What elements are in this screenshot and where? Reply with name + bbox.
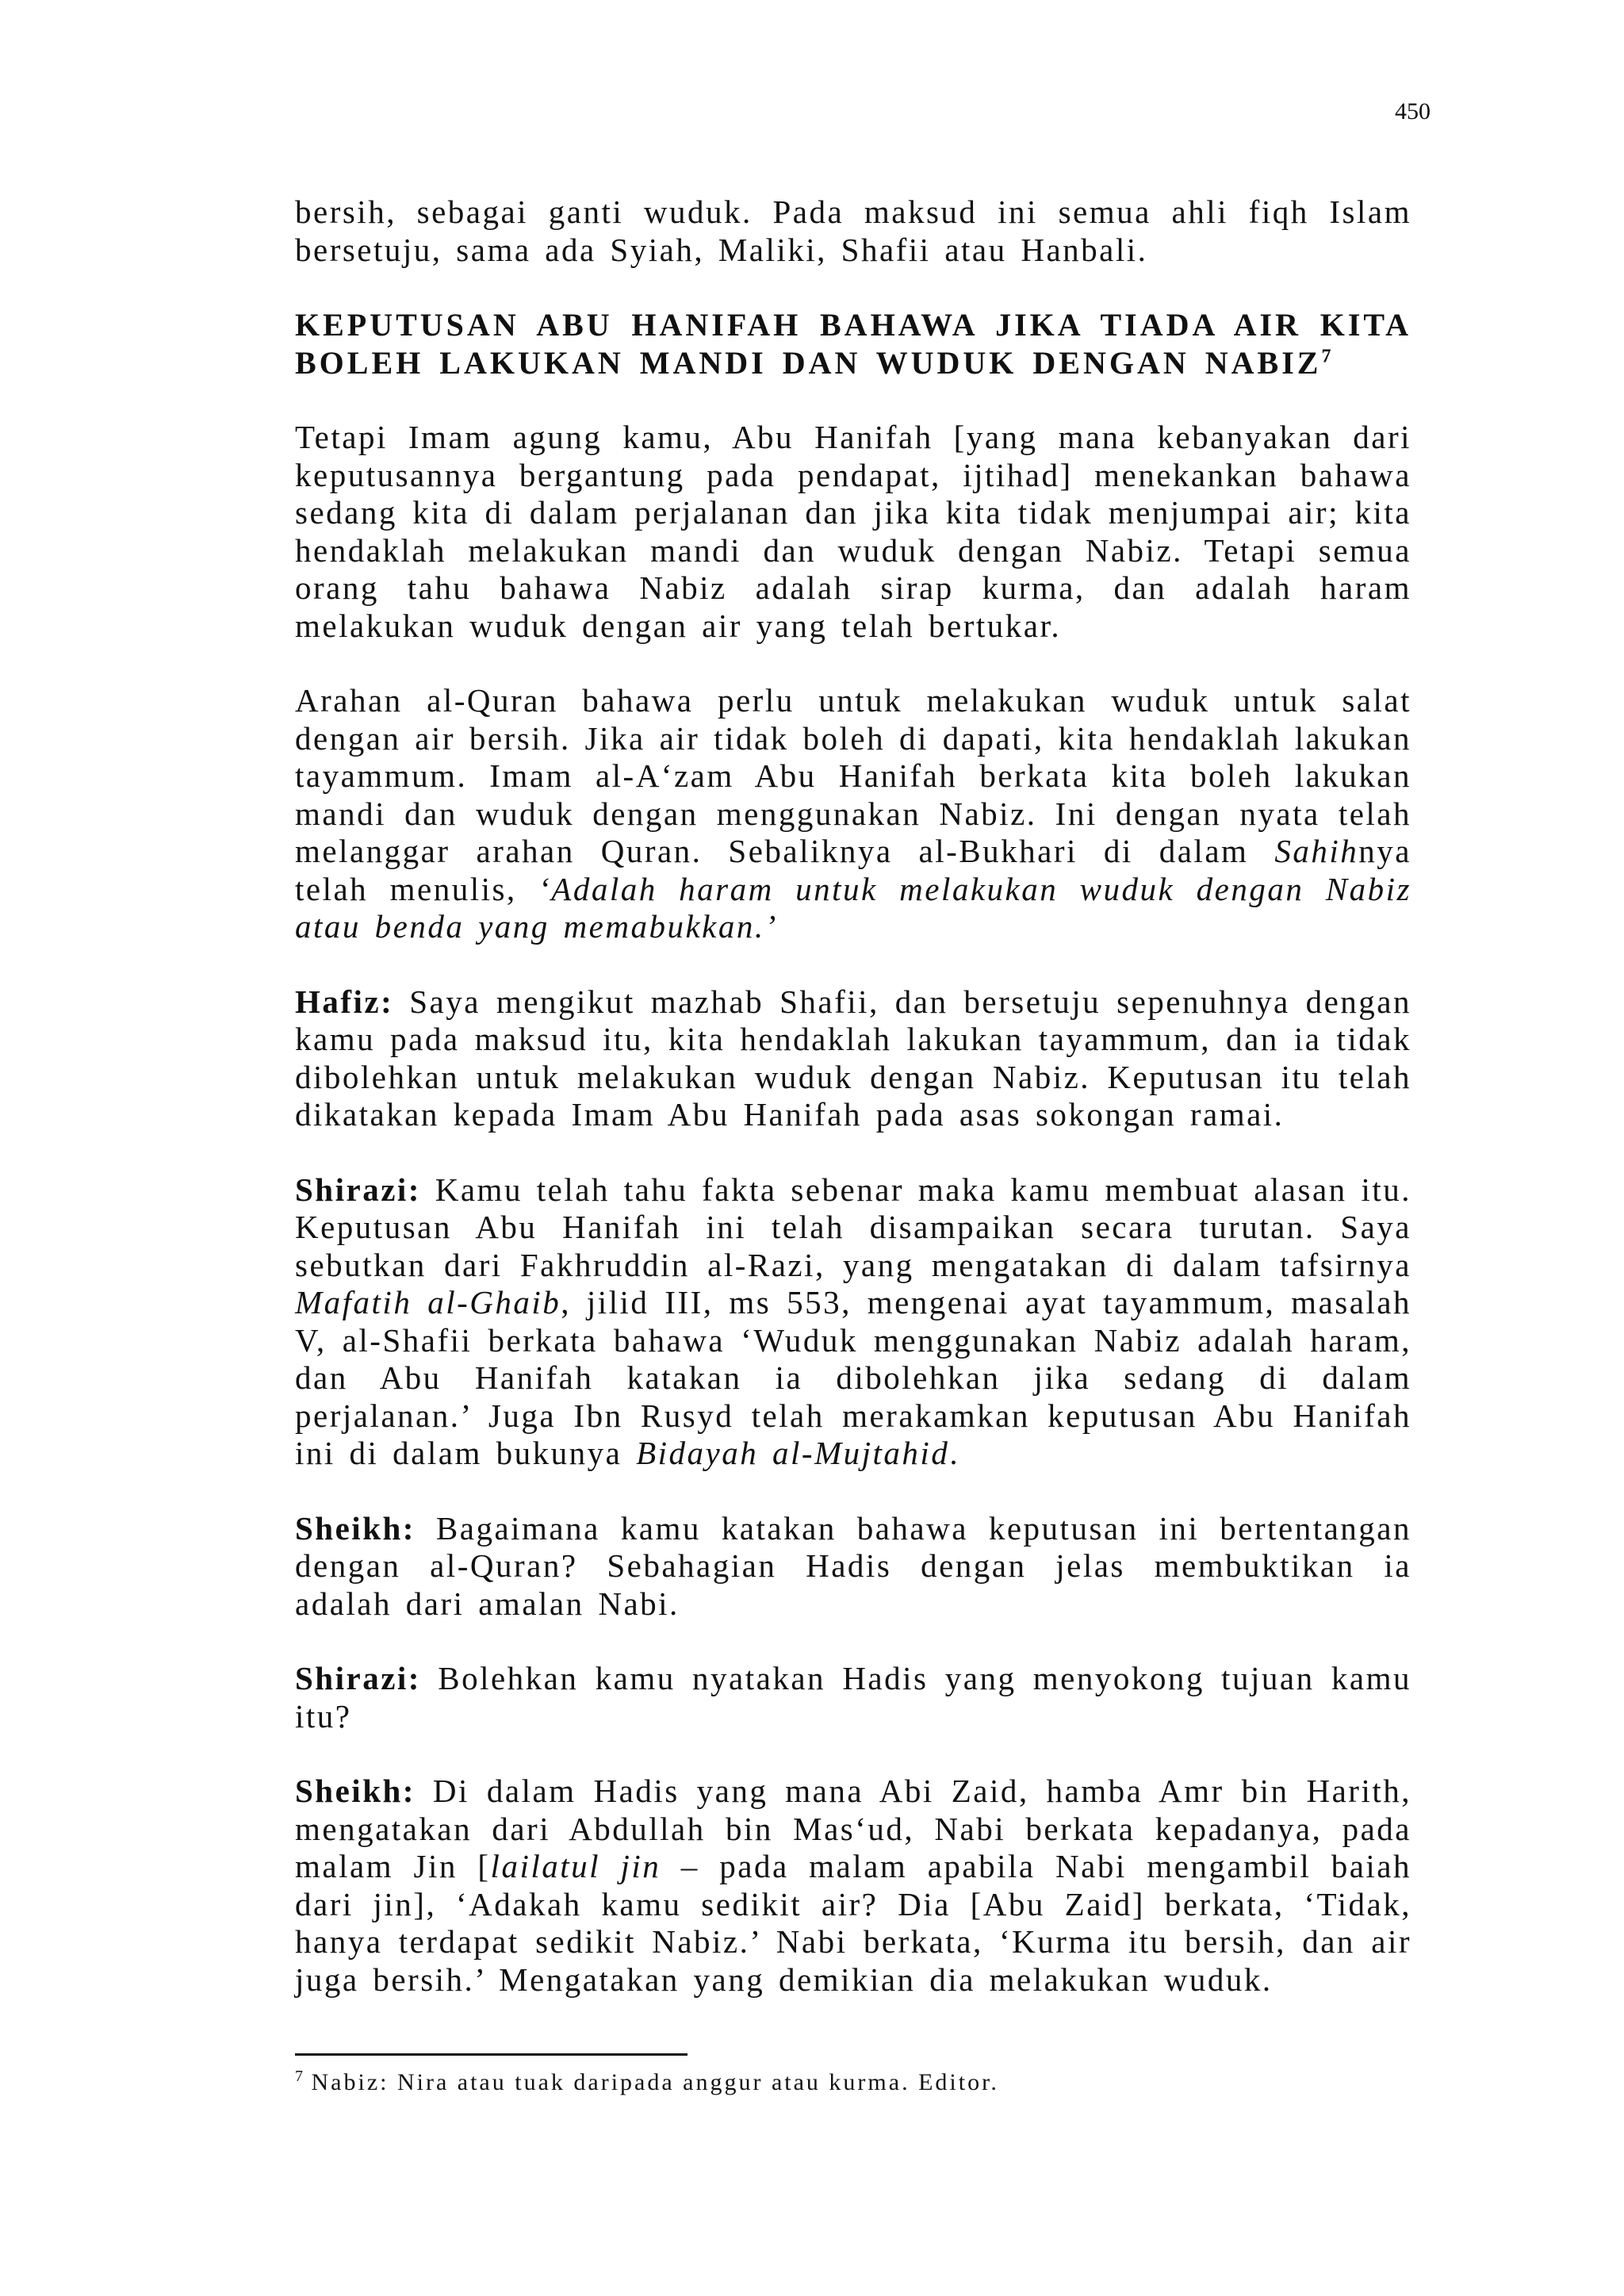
paragraph-quran-instruction	[295, 682, 1411, 946]
dialogue-text: , jilid III, ms 553, mengenai ayat tayammum, masalah V, al-Shafii berkata bahawa ‘Wuduk menggunakan Nabiz adalah haram, dan Abu Hanifah katakan ia dibolehkan jika sedang di dalam perjalanan.’ Juga Ibn Rusyd telah merakamkan keputusan Abu Hanifah ini di dalam bukunya	[295, 1284, 1412, 1471]
intro-paragraph: bersih, sebagai ganti wuduk. Pada maksud ini semua ahli fiqh Islam bersetuju, sama ada Syiah, Maliki, Shafii atau Hanbali.	[295, 194, 1411, 268]
footnote-number: 7	[295, 2068, 303, 2085]
footnote-divider	[295, 2053, 688, 2056]
paragraph-text: Arahan al-Quran bahawa perlu untuk melakukan wuduk untuk salat dengan air bersih. Jika air tidak boleh di dapati, kita hendaklah lakukan tayammum. Imam al-A‘zam Abu Hanifah berkata kita boleh lakukan mandi dan wuduk dengan menggunakan Nabiz. Ini dengan nyata telah melanggar arahan Quran. Sebaliknya al-Bukhari di dalam	[295, 682, 1411, 869]
page-number: 450	[1395, 98, 1431, 125]
dialogue-sheikh-1	[295, 1510, 1411, 1623]
dialogue-text: .	[949, 1435, 960, 1471]
book-title: Bidayah al-Mujtahid	[636, 1435, 950, 1471]
dialogue-shirazi-2	[295, 1660, 1411, 1735]
book-title: Sahih	[1274, 833, 1359, 869]
dialogue-text: – pada malam apabila Nabi mengambil baiah dari jin], ‘Adakah kamu sedikit air? Dia [Abu Zaid] berkata, ‘Tidak, hanya terdapat sedikit Nabiz.’ Nabi berkata, ‘Kurma itu bersih, dan air juga bersih.’ Mengatakan yang demikian dia melakukan wuduk.	[295, 1848, 1411, 1998]
dialogue-text: Bagaimana kamu katakan bahawa keputusan ini bertentangan dengan al-Quran? Sebahagian Hadis dengan jelas membuktikan ia adalah dari amalan Nabi.	[295, 1509, 1411, 1622]
speaker-label: Shirazi:	[295, 1171, 421, 1208]
footnote	[295, 2067, 1411, 2099]
speaker-label: Hafiz:	[295, 983, 394, 1020]
quotation: ‘Adalah haram untuk melakukan wuduk dengan Nabiz atau benda yang memabukkan.’	[295, 870, 1411, 945]
dialogue-hafiz	[295, 983, 1411, 1134]
speaker-label: Shirazi:	[295, 1660, 421, 1696]
dialogue-text: Kamu telah tahu fakta sebenar maka kamu membuat alasan itu. Keputusan Abu Hanifah ini telah disampaikan secara turutan. Saya sebutkan dari Fakhruddin al-Razi, yang mengatakan di dalam tafsirnya	[295, 1171, 1411, 1283]
dialogue-text: Di dalam Hadis yang mana Abi Zaid, hamba Amr bin Harith, mengatakan dari Abdullah bin Mas‘ud, Nabi berkata kepadanya, pada malam Jin [	[295, 1773, 1411, 1884]
dialogue-text: Bolehkan kamu nyatakan Hadis yang menyokong tujuan kamu itu?	[295, 1660, 1411, 1734]
dialogue-text: Saya mengikut mazhab Shafii, dan bersetuju sepenuhnya dengan kamu pada maksud itu, kita hendaklah lakukan tayammum, dan ia tidak dibolehkan untuk melakukan wuduk dengan Nabiz. Keputusan itu telah dikatakan kepada Imam Abu Hanifah pada asas sokongan ramai.	[295, 983, 1411, 1133]
italic-term: lailatul jin	[490, 1848, 661, 1884]
dialogue-shirazi-1	[295, 1171, 1411, 1473]
footnote-reference[interactable]: 7	[1321, 346, 1331, 367]
section-heading-text: KEPUTUSAN ABU HANIFAH BAHAWA JIKA TIADA AIR KITA BOLEH LAKUKAN MANDI DAN WUDUK DENGAN NABIZ	[295, 307, 1411, 381]
book-title: Mafatih al-Ghaib	[295, 1284, 561, 1320]
section-heading	[295, 306, 1411, 381]
paragraph-abu-hanifah: Tetapi Imam agung kamu, Abu Hanifah [yang mana kebanyakan dari keputusannya bergantung pada pendapat, ijtihad] menekankan bahawa sedang kita di dalam perjalanan dan jika kita tidak menjumpai air; kita hendaklah melakukan mandi dan wuduk dengan Nabiz. Tetapi semua orang tahu bahawa Nabiz adalah sirap kurma, dan adalah haram melakukan wuduk dengan air yang telah bertukar.	[295, 419, 1411, 644]
paragraph-text: nya telah menulis,	[295, 833, 1411, 907]
main-text	[295, 194, 1411, 2036]
dialogue-sheikh-2	[295, 1773, 1411, 1999]
footnote-text: Nabiz: Nira atau tuak daripada anggur atau kurma. Editor.	[303, 2069, 999, 2095]
speaker-label: Sheikh:	[295, 1509, 416, 1547]
speaker-label: Sheikh:	[295, 1773, 416, 1809]
